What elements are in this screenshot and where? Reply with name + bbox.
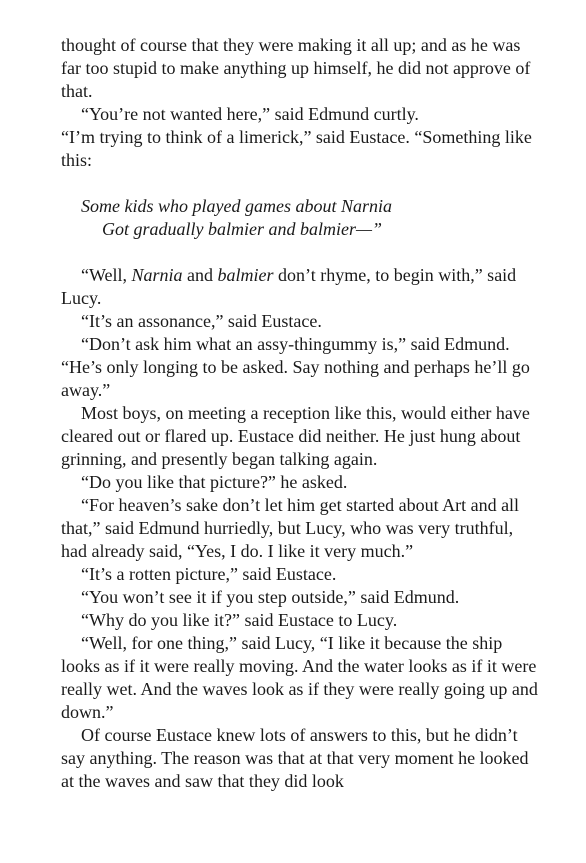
paragraph-7: Most boys, on meeting a reception like this, would either have cleared out or flared up. Eustace did neither. He just hung about grinning, and presently began talking again. xyxy=(61,403,530,469)
paragraph-3: “I’m trying to think of a limerick,” said Eustace. “Something like this: xyxy=(61,127,532,170)
paragraph-5: “It’s an assonance,” said Eustace. xyxy=(81,311,322,331)
verse-line-2: Got gradually balmier and balmier—” xyxy=(102,219,383,239)
paragraph-13: “Well, for one thing,” said Lucy, “I like it because the ship looks as if it were really moving. And the water looks as if it were really wet. And the waves look as if they were really going up and down.” xyxy=(61,633,538,722)
paragraph-8: “Do you like that picture?” he asked. xyxy=(81,472,348,492)
paragraph-2: “You’re not wanted here,” said Edmund curtly. xyxy=(81,104,419,124)
limerick-verse xyxy=(61,172,541,264)
p4-word-narnia: Narnia xyxy=(131,265,183,285)
paragraph-9: “For heaven’s sake don’t let him get started about Art and all that,” said Edmund hurriedly, but Lucy, who was very truthful, had already said, “Yes, I do. I like it very much.” xyxy=(61,495,520,561)
p4-word-balmier: balmier xyxy=(217,265,274,285)
paragraph-4 xyxy=(61,264,541,310)
paragraph-1: thought of course that they were making it all up; and as he was far too stupid to make anything up himself, he did not approve of that. xyxy=(61,35,531,101)
p4-mid: and xyxy=(182,265,218,285)
paragraph-11: “You won’t see it if you step outside,” said Edmund. xyxy=(81,587,460,607)
book-page xyxy=(61,34,541,793)
verse-line-1: Some kids who played games about Narnia xyxy=(81,196,392,216)
paragraph-10: “It’s a rotten picture,” said Eustace. xyxy=(81,564,337,584)
p4-open: “Well, xyxy=(81,265,132,285)
paragraph-14: Of course Eustace knew lots of answers to this, but he didn’t say anything. The reason was that at that very moment he looked at the waves and saw that they did look xyxy=(61,725,529,791)
paragraph-12: “Why do you like it?” said Eustace to Lucy. xyxy=(81,610,398,630)
p4-close: don’t rhyme, to begin with,” said Lucy. xyxy=(61,265,517,308)
paragraph-6: “Don’t ask him what an assy-thingummy is,” said Edmund. “He’s only longing to be asked. Say nothing and perhaps he’ll go away.” xyxy=(61,334,530,400)
